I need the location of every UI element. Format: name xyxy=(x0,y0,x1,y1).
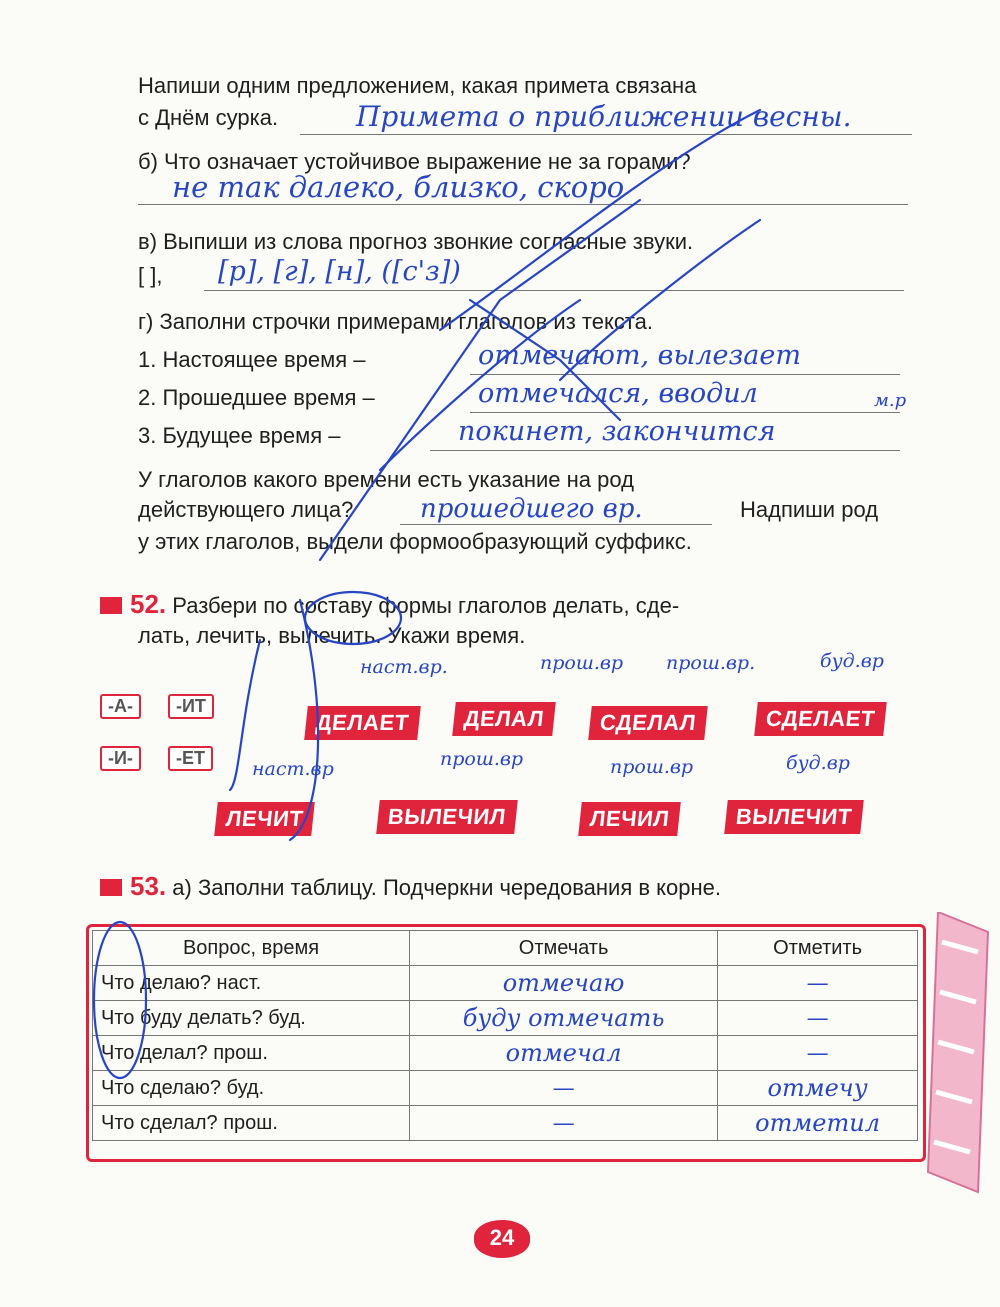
time-note-7: прош.вр xyxy=(610,756,694,778)
header-question: Вопрос, время xyxy=(93,931,410,966)
task-intro-line2: с Днём сурка. xyxy=(138,105,279,130)
verb-card: ВЫЛЕЧИЛ xyxy=(376,800,517,834)
handwritten-tense-answer-2[interactable]: отмечался, вводил xyxy=(478,378,758,409)
handwritten-answer-v[interactable]: [р], [г], [н], ([с'з]) xyxy=(218,256,461,287)
row-answer-perfective[interactable]: отмечу xyxy=(718,1071,918,1106)
row-answer-perfective[interactable]: — xyxy=(718,966,918,1001)
verb-card: СДЕЛАЛ xyxy=(588,706,708,740)
time-note-3: прош.вр. xyxy=(666,652,756,674)
row-answer-perfective[interactable]: отметил xyxy=(718,1106,918,1141)
handwritten-answer-sign[interactable]: Примета о приближении весны. xyxy=(356,100,852,133)
time-note-4: буд.вр xyxy=(820,650,884,672)
time-note-5: наст.вр xyxy=(252,758,334,780)
handwritten-gender-note: м.р xyxy=(874,390,907,411)
row-answer-imperfective[interactable]: отмечал xyxy=(410,1036,718,1071)
row-answer-perfective[interactable]: — xyxy=(718,1036,918,1071)
verb-card: ЛЕЧИЛ xyxy=(578,802,681,836)
suffix-badge: -И- xyxy=(100,746,141,771)
follow-question-line2-end: Надпиши род xyxy=(740,497,879,522)
verb-card: СДЕЛАЕТ xyxy=(754,702,886,736)
part-v-question: в) Выпиши из слова прогноз звонкие согласные звуки. xyxy=(138,229,694,254)
handwritten-answer-b[interactable]: не так далеко, близко, скоро xyxy=(172,170,625,204)
row-answer-imperfective[interactable]: — xyxy=(410,1106,718,1141)
follow-question-line3: у этих глаголов, выдели формообразующий суффикс. xyxy=(138,529,692,554)
time-note-1: наст.вр. xyxy=(360,656,448,678)
suffix-badge: -ИТ xyxy=(168,694,214,719)
task-intro-line1: Напиши одним предложением, какая примета связана xyxy=(138,73,697,98)
verb-card: ДЕЛАЕТ xyxy=(304,706,420,740)
row-answer-imperfective[interactable]: — xyxy=(410,1071,718,1106)
exercise-52-line2: лать, лечить, вылечить. Укажи время. xyxy=(138,623,526,648)
time-note-6: прош.вр xyxy=(440,748,524,770)
header-otmechat: Отмечать xyxy=(410,931,718,966)
header-otmetit: Отметить xyxy=(718,931,918,966)
part-b-question: б) Что означает устойчивое выражение не за горами? xyxy=(138,149,691,174)
follow-question-line2-start: действующего лица? xyxy=(138,497,354,522)
tense-row-label-3: 3. Будущее время – xyxy=(138,423,341,448)
verb-card: ЛЕЧИТ xyxy=(214,802,315,836)
exercise-52-text: Разбери по составу формы глаголов делать, сде- xyxy=(172,593,680,618)
time-note-8: буд.вр xyxy=(786,752,850,774)
handwritten-tense-answer-3[interactable]: покинет, закончится xyxy=(458,416,776,447)
row-question: Что делал? прош. xyxy=(93,1036,410,1071)
tense-row-label-2: 2. Прошедшее время – xyxy=(138,385,375,410)
verb-card: ВЫЛЕЧИТ xyxy=(724,800,863,834)
handwritten-tense-answer-1[interactable]: отмечают, вылезает xyxy=(478,340,801,371)
exercise-53-text: а) Заполни таблицу. Подчеркни чередования в корне. xyxy=(172,875,722,900)
row-answer-imperfective[interactable]: отмечаю xyxy=(410,966,718,1001)
verb-card: ДЕЛАЛ xyxy=(452,702,555,736)
page-number: 24 xyxy=(489,1225,515,1250)
row-answer-perfective[interactable]: — xyxy=(718,1001,918,1036)
row-question: Что буду делать? буд. xyxy=(93,1001,410,1036)
part-g-question: г) Заполни строчки примерами глаголов из текста. xyxy=(138,309,654,334)
row-question: Что сделал? прош. xyxy=(93,1106,410,1141)
handwritten-follow-answer[interactable]: прошедшего вр. xyxy=(420,494,643,524)
row-question: Что делаю? наст. xyxy=(93,966,410,1001)
row-question: Что сделаю? буд. xyxy=(93,1071,410,1106)
row-answer-imperfective[interactable]: буду отмечать xyxy=(410,1001,718,1036)
follow-question-line1: У глаголов какого времени есть указание на род xyxy=(138,467,634,492)
suffix-badge: -ЕТ xyxy=(168,746,213,771)
part-v-brackets: [ ], xyxy=(138,263,163,288)
tense-row-label-1: 1. Настоящее время – xyxy=(138,347,366,372)
exercise-number: 53. xyxy=(130,871,167,901)
time-note-2: прош.вр xyxy=(540,652,624,674)
exercise-number: 52. xyxy=(130,589,167,619)
suffix-badge: -А- xyxy=(100,694,141,719)
